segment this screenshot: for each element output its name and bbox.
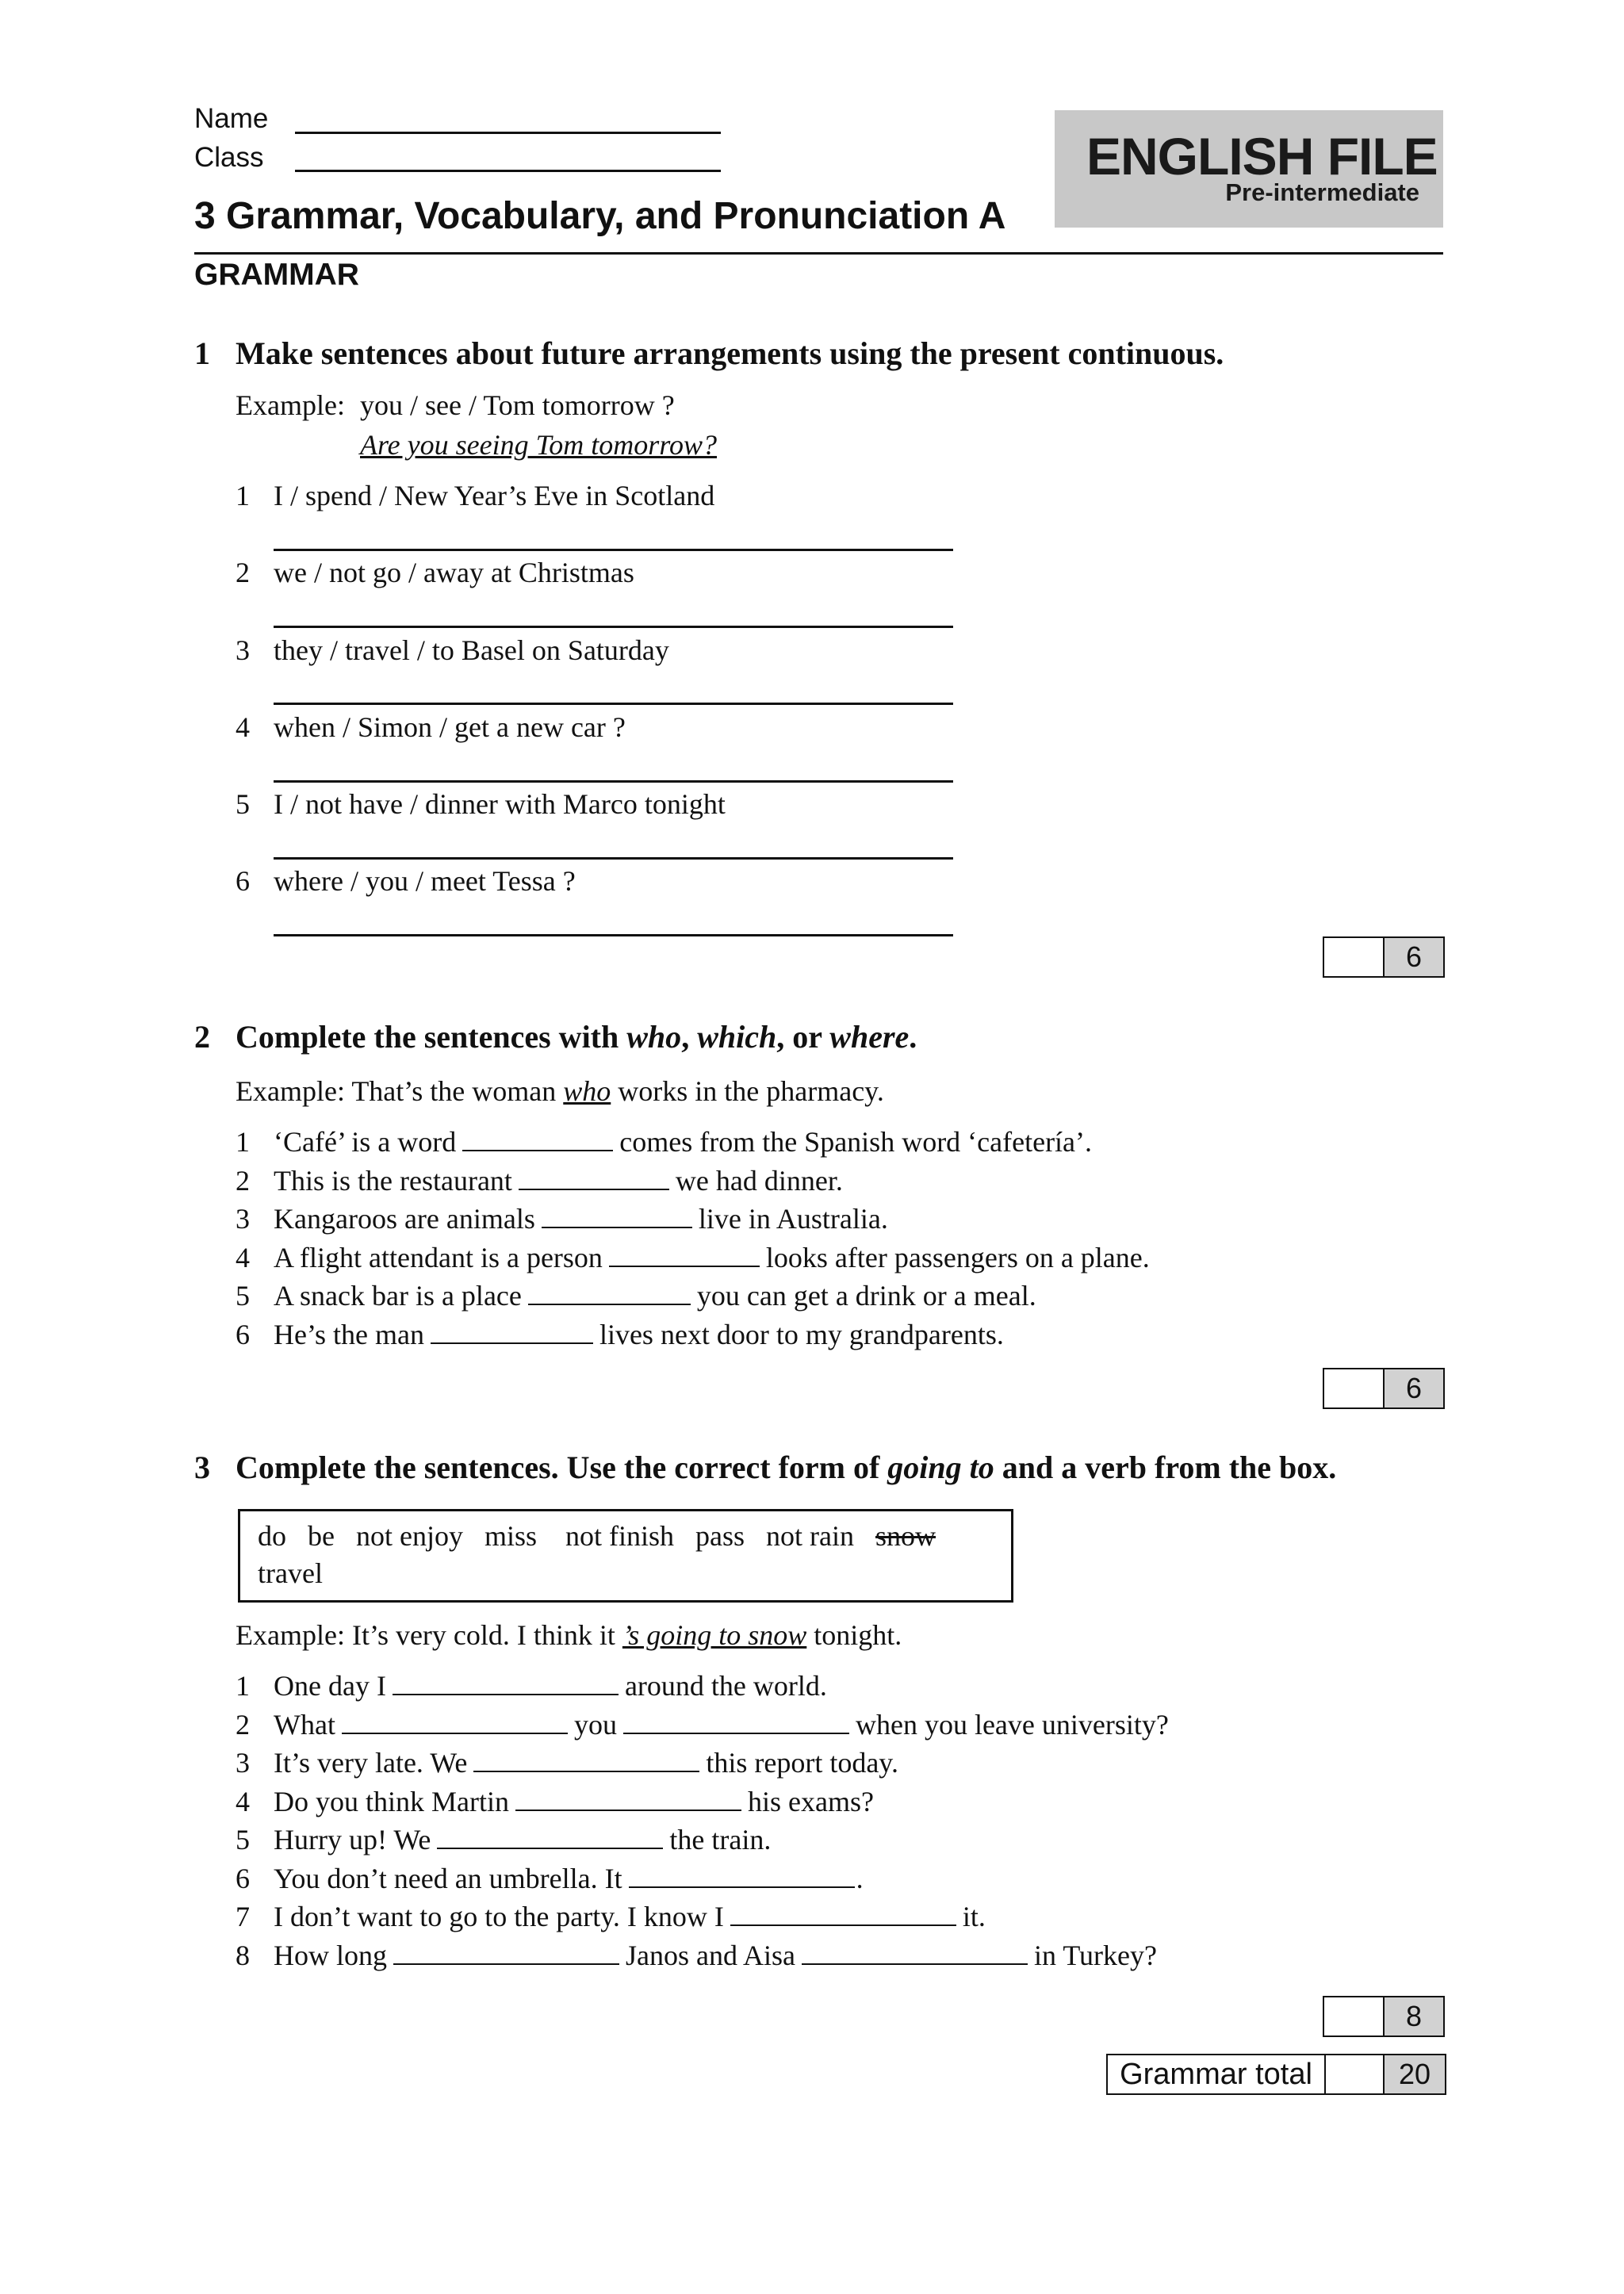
logo-title: ENGLISH FILE [1086,127,1438,186]
ex1-item-prompt: when / Simon / get a new car ? [274,711,626,743]
name-label: Name [194,103,269,134]
ex3-item-number: 5 [236,1824,250,1855]
ex2-item-number: 6 [236,1319,250,1350]
ex1-answer-line[interactable] [274,703,953,705]
ex3-item: You don’t need an umbrella. It . [274,1863,864,1894]
score-entry[interactable] [1324,938,1385,976]
ex3-item: It’s very late. We this report today. [274,1747,898,1779]
ex2-item-number: 3 [236,1203,250,1235]
ex1-example-label: Example: [236,389,345,421]
ex2-item: This is the restaurant we had dinner. [274,1165,843,1197]
verb-word: miss [484,1520,537,1552]
ex3-item-number: 6 [236,1863,250,1894]
english-file-logo [1055,110,1443,228]
gap-blank[interactable] [437,1825,663,1849]
ex1-item-number: 3 [236,634,250,666]
logo-level: Pre-intermediate [1225,178,1419,206]
gap-blank[interactable] [393,1672,619,1695]
gap-blank[interactable] [519,1166,669,1190]
ex1-answer-line[interactable] [274,934,953,936]
ex1-item-number: 5 [236,788,250,820]
gap-blank[interactable] [629,1864,855,1888]
ex1-example-prompt: you / see / Tom tomorrow ? [360,389,675,421]
ex2-example: Example: That’s the woman who works in the pharmacy. [236,1075,884,1107]
ex3-item: How long Janos and Aisa in Turkey? [274,1940,1158,1971]
ex1-answer-line[interactable] [274,857,953,860]
ex2-number: 2 [194,1019,210,1055]
ex1-item-prompt: I / spend / New Year’s Eve in Scotland [274,480,715,511]
ex2-item: Kangaroos are animals live in Australia. [274,1203,888,1235]
verb-box [238,1509,1013,1603]
page-title: 3 Grammar, Vocabulary, and Pronunciation A [194,195,1006,237]
ex1-item-prompt: I / not have / dinner with Marco tonight [274,788,726,820]
verb-word: travel [258,1557,323,1589]
ex3-item: I don’t want to go to the party. I know I it. [274,1901,986,1932]
ex1-instruction: Make sentences about future arrangements using the present continuous. [236,335,1224,371]
ex2-instruction: Complete the sentences with who, which, or where. [236,1019,917,1055]
ex2-item: A snack bar is a place you can get a drink or a meal. [274,1280,1036,1312]
gap-blank[interactable] [609,1243,760,1267]
gap-blank[interactable] [515,1787,741,1811]
score-entry[interactable] [1324,1997,1385,2035]
ex1-answer-line[interactable] [274,626,953,628]
class-field[interactable] [295,170,721,172]
score-max: 8 [1385,1997,1443,2035]
gap-blank[interactable] [462,1128,613,1151]
ex1-item-number: 2 [236,557,250,588]
ex3-item-number: 2 [236,1709,250,1741]
ex2-item: He’s the man lives next door to my grandparents. [274,1319,1004,1350]
class-label: Class [194,142,264,173]
ex3-instruction: Complete the sentences. Use the correct form of going to and a verb from the box. [236,1450,1337,1485]
ex2-item-number: 2 [236,1165,250,1197]
verb-word: be [308,1520,335,1552]
ex3-item: What you when you leave university? [274,1709,1169,1741]
ex3-score-box [1323,1996,1445,2037]
ex3-item-number: 3 [236,1747,250,1779]
section-heading: GRAMMAR [194,258,359,292]
ex2-item: A flight attendant is a person looks after passengers on a plane. [274,1242,1150,1273]
verb-word: not enjoy [355,1520,463,1552]
verb-word: not finish [565,1520,675,1552]
ex1-item-number: 4 [236,711,250,743]
ex1-answer-line[interactable] [274,549,953,551]
ex1-number: 1 [194,335,210,371]
gap-blank[interactable] [431,1320,593,1344]
gap-blank[interactable] [730,1902,956,1926]
ex3-item-number: 7 [236,1901,250,1932]
ex1-item-number: 6 [236,865,250,897]
ex3-item: Hurry up! We the train. [274,1824,772,1855]
ex1-item-prompt: we / not go / away at Christmas [274,557,634,588]
verb-word: do [258,1520,286,1552]
gap-blank[interactable] [623,1710,849,1734]
ex1-item-number: 1 [236,480,250,511]
ex3-example: Example: It’s very cold. I think it ’s going to snow tonight. [236,1619,902,1651]
ex1-answer-line[interactable] [274,780,953,783]
name-field[interactable] [295,132,721,134]
verb-word-used: snow [875,1520,936,1552]
gap-blank[interactable] [542,1204,692,1228]
gap-blank[interactable] [473,1748,699,1772]
grammar-total-label: Grammar total [1108,2055,1326,2093]
ex1-item-prompt: where / you / meet Tessa ? [274,865,576,897]
gap-blank[interactable] [802,1941,1028,1965]
gap-blank[interactable] [393,1941,619,1965]
ex2-item-number: 1 [236,1126,250,1158]
grammar-total-max: 20 [1385,2055,1445,2093]
ex2-item-number: 5 [236,1280,250,1312]
verb-box-words [258,1519,936,1553]
ex3-item-number: 4 [236,1786,250,1817]
score-max: 6 [1385,1369,1443,1407]
ex1-item-prompt: they / travel / to Basel on Saturday [274,634,669,666]
ex2-score-box [1323,1368,1445,1409]
grammar-total-box [1106,2054,1446,2095]
ex1-example-answer: Are you seeing Tom tomorrow? [360,429,717,461]
grammar-total-entry[interactable] [1326,2055,1385,2093]
gap-blank[interactable] [528,1281,691,1305]
ex2-item: ‘Café’ is a word comes from the Spanish word ‘cafetería’. [274,1126,1093,1158]
ex3-item-number: 8 [236,1940,250,1971]
ex3-item: One day I around the world. [274,1670,827,1702]
ex2-item-number: 4 [236,1242,250,1273]
ex1-score-box [1323,936,1445,978]
score-entry[interactable] [1324,1369,1385,1407]
verb-word: not rain [766,1520,854,1552]
ex3-item: Do you think Martin his exams? [274,1786,874,1817]
ex3-number: 3 [194,1450,210,1485]
score-max: 6 [1385,938,1443,976]
ex3-item-number: 1 [236,1670,250,1702]
gap-blank[interactable] [342,1710,568,1734]
verb-word: pass [695,1520,745,1552]
title-rule [194,252,1443,255]
